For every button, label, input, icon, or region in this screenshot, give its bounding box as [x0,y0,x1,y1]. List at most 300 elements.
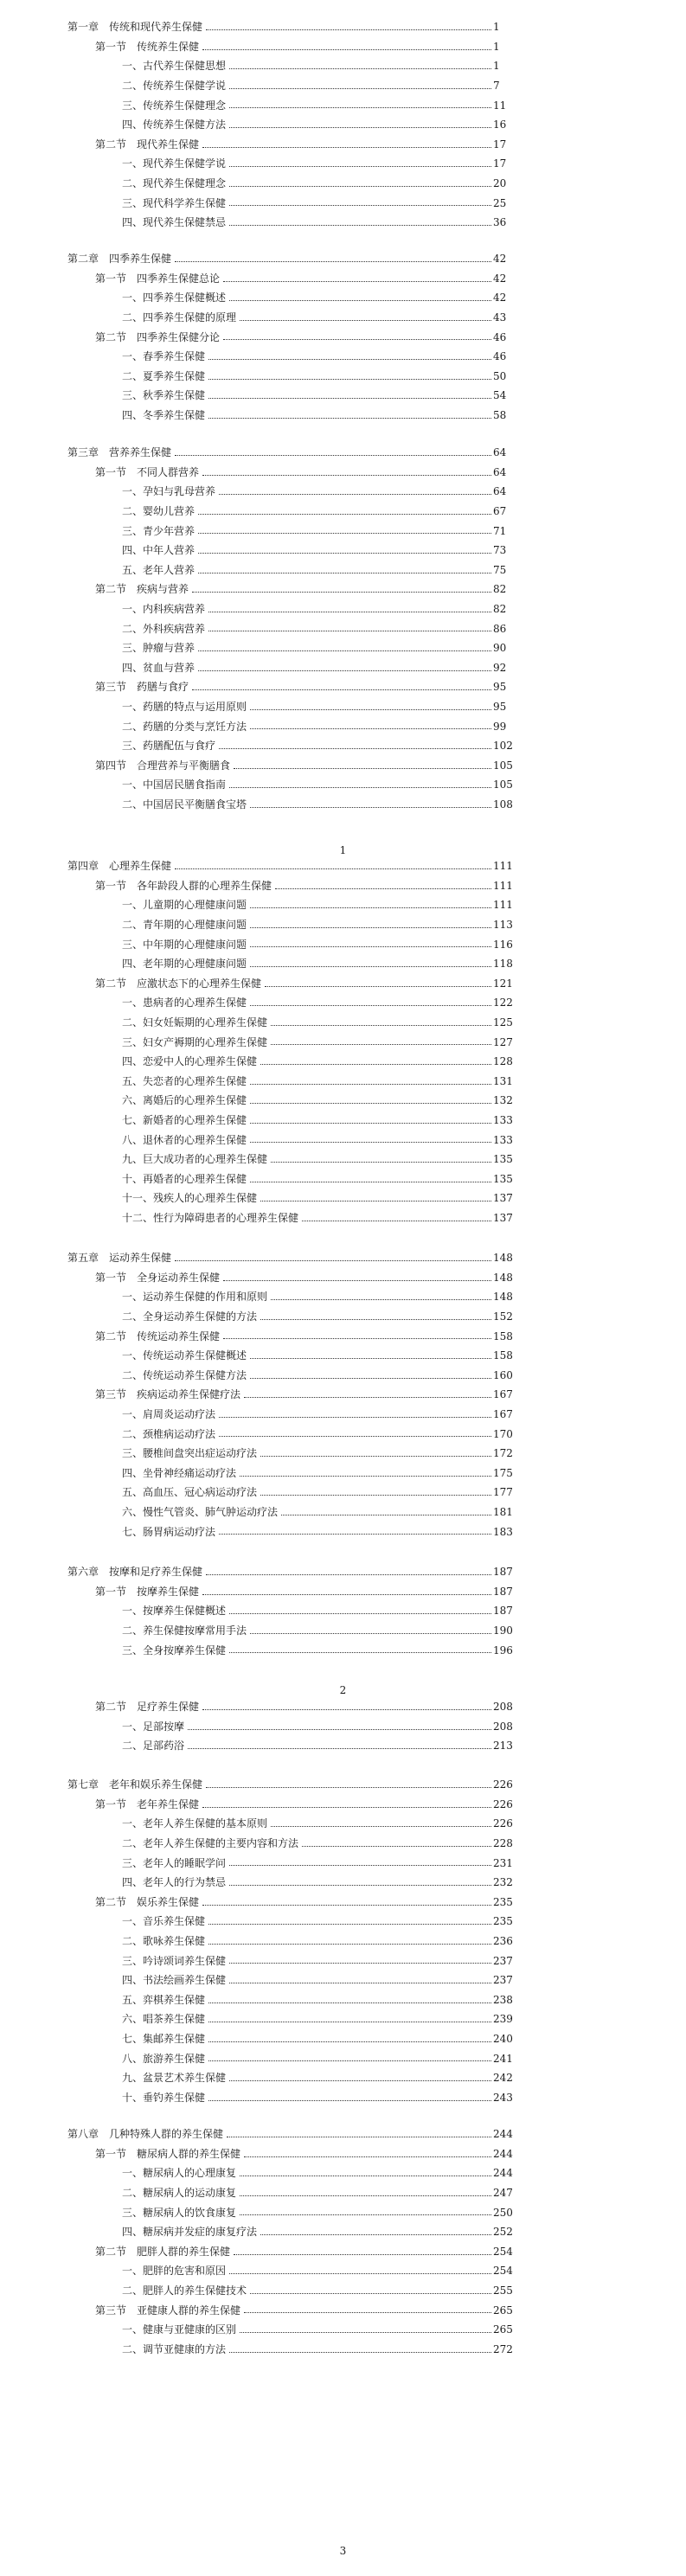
toc-section[interactable] [0,1268,686,1288]
toc-item[interactable] [0,2183,686,2203]
toc-page-number: 158 [493,1330,513,1342]
toc-item[interactable] [0,1814,686,1834]
toc-entry-title [122,1369,248,1381]
toc-block [0,856,686,1227]
toc-block [0,443,686,814]
toc-entry-title [122,1016,269,1028]
dot-leader [229,300,491,301]
toc-entry-text: 糖尿病人群的养生保健 [137,2147,241,2160]
toc-page-number: 213 [493,1740,513,1753]
toc-item[interactable] [0,502,686,522]
dot-leader [229,1885,491,1886]
dot-leader [198,670,491,671]
toc-item[interactable] [0,2048,686,2068]
toc-section[interactable] [0,269,686,289]
toc-block [0,1697,686,1756]
toc-section[interactable] [0,135,686,155]
toc-page-number: 265 [493,2323,513,2336]
page-number-3: 3 [339,2545,347,2557]
toc-chapter[interactable] [0,2124,686,2144]
toc-entry-label: 一、 [122,1915,144,1928]
toc-page-number: 99 [493,720,507,733]
toc-block [0,1248,686,1541]
toc-entry-text: 患病者的心理养生保健 [143,996,247,1009]
toc-entry-label: 第五章 [67,1252,99,1265]
toc-entry-title [122,177,228,189]
toc-section[interactable] [0,2300,686,2320]
toc-page-number: 190 [493,1624,513,1637]
dot-leader [202,475,491,476]
toc-item[interactable] [0,213,686,233]
dot-leader [223,1280,491,1281]
toc-entry-text: 失恋者的心理养生保健 [143,1074,247,1087]
toc-entry-label: 第八章 [67,2128,99,2141]
dot-leader [229,225,491,226]
toc-section[interactable] [0,327,686,347]
toc-item[interactable] [0,736,686,756]
toc-page-number: 42 [493,292,507,304]
toc-item[interactable] [0,1346,686,1366]
toc-entry-label: 二、 [122,505,144,518]
toc-item[interactable] [0,1052,686,1072]
toc-item[interactable] [0,1951,686,1970]
toc-item[interactable] [0,1853,686,1873]
toc-chapter[interactable] [0,1248,686,1268]
toc-section[interactable] [0,1385,686,1405]
dot-leader [229,2352,491,2353]
toc-item[interactable] [0,1208,686,1228]
toc-entry-title [122,197,228,209]
dot-leader [229,1963,491,1964]
toc-entry-label: 第二节 [95,583,127,596]
toc-entry-text: 老年期的心理健康问题 [143,958,247,971]
toc-entry-title [95,138,201,151]
dot-leader [198,533,491,534]
toc-entry-text: 妇女产褥期的心理养生保健 [143,1035,268,1048]
toc-section[interactable] [0,37,686,57]
toc-entry-label: 四、 [122,2226,144,2239]
toc-block [0,1562,686,1660]
toc-entry-text: 青年期的心理健康问题 [143,919,247,932]
toc-entry-label: 三、 [122,196,144,209]
toc-entry-text: 四季养生保健的原理 [143,311,237,324]
toc-item[interactable] [0,288,686,308]
toc-entry-label: 一、 [122,996,144,1009]
toc-entry-text: 婴幼儿营养 [143,505,196,518]
toc-item[interactable] [0,1717,686,1737]
dot-leader [188,1729,491,1730]
toc-page-number: 237 [493,1974,513,1987]
dot-leader [208,1924,491,1925]
toc-item[interactable] [0,1990,686,2010]
toc-entry-text: 离婚后的心理养生保健 [143,1094,247,1107]
toc-item[interactable] [0,1169,686,1189]
toc-entry-title [122,2226,259,2238]
toc-entry-title [95,1330,221,1342]
toc-entry-title [122,1094,248,1106]
toc-entry-label: 四、 [122,1974,144,1987]
toc-entry-title [122,1915,207,1927]
toc-chapter[interactable] [0,17,686,37]
toc-item[interactable] [0,954,686,974]
toc-item[interactable] [0,2340,686,2360]
toc-entry-text: 高血压、冠心病运动疗法 [143,1486,258,1499]
dot-leader [202,147,491,148]
toc-entry-label: 二、 [122,1740,144,1753]
toc-entry-title [122,2343,228,2355]
toc-item[interactable] [0,2009,686,2029]
toc-section[interactable] [0,580,686,599]
dot-leader [250,1123,491,1124]
toc-entry-title [122,1486,259,1498]
toc-entry-text: 糖尿病并发症的康复疗法 [143,2226,258,2239]
toc-item[interactable] [0,561,686,580]
toc-item[interactable] [0,2320,686,2340]
dot-leader [192,592,491,593]
toc-entry-title [67,1252,173,1264]
toc-item[interactable] [0,76,686,96]
toc-item[interactable] [0,1621,686,1641]
toc-item[interactable] [0,2029,686,2049]
toc-entry-title [122,1817,269,1829]
toc-entry-text: 全身运动养生保健 [137,1271,221,1284]
toc-entry-text: 垂钓养生保健 [143,2091,206,2104]
toc-item[interactable] [0,521,686,541]
toc-item[interactable] [0,1189,686,1208]
toc-item[interactable] [0,1150,686,1169]
toc-item[interactable] [0,367,686,387]
toc-entry-title [122,409,207,421]
toc-item[interactable] [0,406,686,426]
toc-entry-label: 第一节 [95,40,127,53]
toc-page-number: 172 [493,1447,513,1460]
toc-page-number: 175 [493,1466,513,1479]
toc-item[interactable] [0,1307,686,1327]
toc-entry-title [122,1212,300,1224]
toc-item[interactable] [0,1483,686,1503]
toc-entry-title [67,860,173,872]
toc-item[interactable] [0,1405,686,1425]
toc-page-number: 208 [493,1701,513,1714]
dot-leader [250,1378,491,1379]
toc-page-number: 82 [493,603,507,616]
toc-entry-label: 五、 [122,1074,144,1087]
toc-entry-title [122,1192,259,1204]
toc-entry-text: 药膳配伍与食疗 [143,740,216,753]
toc-entry-text: 盆景艺术养生保健 [143,2072,227,2085]
toc-section[interactable] [0,974,686,994]
toc-entry-title [122,899,248,911]
toc-entry-label: 四、 [122,1055,144,1068]
toc-section[interactable] [0,1795,686,1815]
toc-item[interactable] [0,2281,686,2301]
toc-entry-label: 八、 [122,2052,144,2065]
dot-leader [250,1103,491,1104]
toc-page-number: 11 [493,99,507,112]
dot-leader [229,88,491,89]
toc-item[interactable] [0,1640,686,1660]
toc-entry-title [122,701,248,713]
toc-entry-text: 颈椎病运动疗法 [143,1427,216,1440]
dot-leader [229,1865,491,1866]
toc-page-number: 240 [493,2033,513,2046]
toc-item[interactable] [0,2088,686,2108]
toc-section[interactable] [0,1697,686,1717]
toc-entry-text: 老年养生保健 [137,1797,200,1810]
toc-page-number: 46 [493,350,507,363]
toc-section[interactable] [0,677,686,697]
toc-item[interactable] [0,716,686,736]
toc-item[interactable] [0,1503,686,1522]
toc-page-number: 113 [493,919,513,932]
toc-entry-label: 第一节 [95,1797,127,1810]
toc-item[interactable] [0,1522,686,1541]
toc-page-number: 167 [493,1408,513,1421]
toc-item[interactable] [0,1424,686,1444]
toc-entry-text: 娱乐养生保健 [137,1895,200,1908]
toc-entry-label: 第二节 [95,1895,127,1908]
toc-entry-text: 全身运动养生保健的方法 [143,1310,258,1323]
dot-leader [250,1084,491,1085]
toc-item[interactable] [0,1464,686,1483]
dot-leader [250,927,491,928]
toc-section[interactable] [0,2242,686,2262]
toc-entry-text: 夏季养生保健 [143,369,206,382]
toc-entry-title [122,2207,238,2219]
toc-entry-label: 二、 [122,720,144,733]
toc-entry-title [122,2033,207,2045]
dot-leader [208,2041,491,2042]
toc-entry-title [122,740,217,752]
toc-section[interactable] [0,756,686,776]
toc-item[interactable] [0,1032,686,1052]
toc-section[interactable] [0,1582,686,1602]
toc-page-number: 243 [493,2091,513,2104]
toc-entry-text: 老年人养生保健的主要内容和方法 [143,1837,299,1850]
toc-page-number: 122 [493,996,513,1009]
dot-leader [260,1319,491,1320]
toc-section[interactable] [0,2144,686,2164]
toc-entry-title [95,759,232,772]
toc-item[interactable] [0,1013,686,1033]
toc-entry-title [95,2304,242,2316]
toc-item[interactable] [0,2222,686,2242]
toc-entry-title [122,1876,228,1888]
toc-entry-title [95,1388,242,1400]
toc-item[interactable] [0,993,686,1013]
toc-entry-text: 集邮养生保健 [143,2033,206,2046]
toc-chapter[interactable] [0,249,686,269]
toc-item[interactable] [0,1130,686,1150]
dot-leader [229,787,491,788]
toc-item[interactable] [0,2261,686,2281]
toc-page-number: 148 [493,1291,513,1304]
toc-entry-label: 三、 [122,524,144,537]
toc-chapter[interactable] [0,1775,686,1795]
toc-page-number: 71 [493,524,507,537]
toc-item[interactable] [0,1932,686,1951]
toc-entry-title [95,1701,201,1713]
toc-item[interactable] [0,775,686,795]
page-number-2: 2 [339,1684,347,1696]
toc-page-number: 252 [493,2226,513,2239]
toc-item[interactable] [0,1970,686,1990]
toc-item[interactable] [0,1287,686,1307]
toc-item[interactable] [0,1736,686,1756]
toc-section[interactable] [0,1893,686,1913]
toc-page-number: 125 [493,1016,513,1029]
toc-page-number: 128 [493,1055,513,1068]
dot-leader [229,107,491,108]
toc-item[interactable] [0,482,686,502]
toc-section[interactable] [0,463,686,483]
toc-page-number: 177 [493,1486,513,1499]
toc-entry-text: 疾病运动养生保健疗法 [137,1388,241,1401]
toc-item[interactable] [0,1072,686,1092]
dot-leader [206,29,491,30]
toc-page-number: 244 [493,2128,513,2141]
toc-item[interactable] [0,895,686,915]
toc-entry-title [95,977,263,990]
dot-leader [223,281,491,282]
toc-item[interactable] [0,1111,686,1131]
dot-leader [175,455,491,456]
toc-entry-label: 六、 [122,2013,144,2026]
toc-entry-text: 各年龄段人群的心理养生保健 [137,879,272,892]
toc-item[interactable] [0,1912,686,1932]
toc-item[interactable] [0,2202,686,2222]
toc-entry-title [122,996,248,1009]
toc-page-number: 254 [493,2245,513,2258]
toc-chapter[interactable] [0,443,686,463]
toc-item[interactable] [0,2068,686,2088]
toc-entry-label: 一、 [122,60,144,73]
dot-leader [271,1025,491,1026]
toc-page-number: 36 [493,216,507,229]
toc-item[interactable] [0,95,686,115]
dot-leader [229,127,491,128]
dot-leader [240,2195,491,2196]
toc-page-number: 148 [493,1271,513,1284]
dot-leader [223,1338,491,1339]
toc-item[interactable] [0,174,686,194]
dot-leader [271,1162,491,1163]
toc-entry-label: 一、 [122,292,144,304]
toc-entry-label: 三、 [122,938,144,951]
toc-entry-label: 第二节 [95,330,127,343]
toc-entry-title [122,721,248,733]
toc-item[interactable] [0,1444,686,1464]
toc-item[interactable] [0,308,686,328]
toc-item[interactable] [0,56,686,76]
toc-page-number: 235 [493,1895,513,1908]
toc-page-number: 135 [493,1153,513,1166]
toc-entry-title [122,919,248,931]
toc-entry-text: 腰椎间盘突出症运动疗法 [143,1447,258,1460]
toc-item[interactable] [0,2163,686,2183]
toc-entry-text: 肥胖的危害和原因 [143,2265,227,2278]
toc-chapter[interactable] [0,856,686,876]
toc-item[interactable] [0,795,686,815]
dot-leader [244,2312,491,2313]
toc-item[interactable] [0,193,686,213]
toc-entry-text: 吟诗颂词养生保健 [143,1954,227,1967]
toc-item[interactable] [0,386,686,406]
toc-entry-label: 第三节 [95,2304,127,2316]
toc-section[interactable] [0,1326,686,1346]
toc-entry-title [122,1935,207,1947]
dot-leader [198,553,491,554]
toc-page-number: 92 [493,661,507,674]
toc-item[interactable] [0,934,686,954]
toc-page-number: 208 [493,1720,513,1733]
toc-item[interactable] [0,1601,686,1621]
toc-page-number: 131 [493,1074,513,1087]
toc-page-number: 108 [493,798,513,811]
toc-entry-title [122,1721,186,1733]
toc-item[interactable] [0,697,686,717]
toc-entry-title [122,2323,238,2336]
toc-entry-text: 坐骨神经痛运动疗法 [143,1466,237,1479]
toc-block [0,17,686,233]
toc-entry-text: 现代养生保健学说 [143,157,227,170]
toc-entry-label: 二、 [122,177,144,190]
toc-item[interactable] [0,1366,686,1386]
toc-entry-label: 一、 [122,1605,144,1618]
dot-leader [240,2214,491,2215]
toc-page-number: 272 [493,2342,513,2355]
dot-leader [175,261,491,262]
dot-leader [229,186,491,187]
toc-item[interactable] [0,1834,686,1854]
toc-item[interactable] [0,599,686,619]
dot-leader [260,1495,491,1496]
dot-leader [208,398,491,399]
toc-page-number: 7 [493,80,500,93]
toc-entry-text: 春季养生保健 [143,350,206,363]
toc-item[interactable] [0,1091,686,1111]
toc-entry-text: 传统运动养生保健 [137,1330,221,1342]
toc-chapter[interactable] [0,1562,686,1582]
toc-item[interactable] [0,915,686,935]
toc-entry-title [122,99,228,112]
toc-page-number: 187 [493,1605,513,1618]
toc-item[interactable] [0,347,686,367]
toc-entry-title [122,2072,228,2084]
toc-entry-title [122,1994,207,2006]
toc-entry-text: 中国居民膳食指南 [143,779,227,791]
dot-leader [250,1633,491,1634]
toc-entry-label: 四、 [122,544,144,557]
toc-entry-title [122,1526,217,1538]
toc-item[interactable] [0,1873,686,1893]
toc-entry-text: 恋爱中人的心理养生保健 [143,1055,258,1068]
toc-item[interactable] [0,541,686,561]
toc-entry-title [95,1896,201,1908]
toc-section[interactable] [0,876,686,896]
toc-item[interactable] [0,154,686,174]
toc-item[interactable] [0,658,686,678]
toc-page-number: 244 [493,2167,513,2180]
toc-item[interactable] [0,115,686,135]
toc-entry-text: 孕妇与乳母营养 [143,485,216,498]
toc-item[interactable] [0,638,686,658]
toc-entry-label: 七、 [122,2033,144,2046]
toc-entry-title [67,253,173,265]
toc-item[interactable] [0,618,686,638]
toc-entry-text: 老年人营养 [143,563,196,576]
toc-entry-text: 内科疾病营养 [143,603,206,616]
